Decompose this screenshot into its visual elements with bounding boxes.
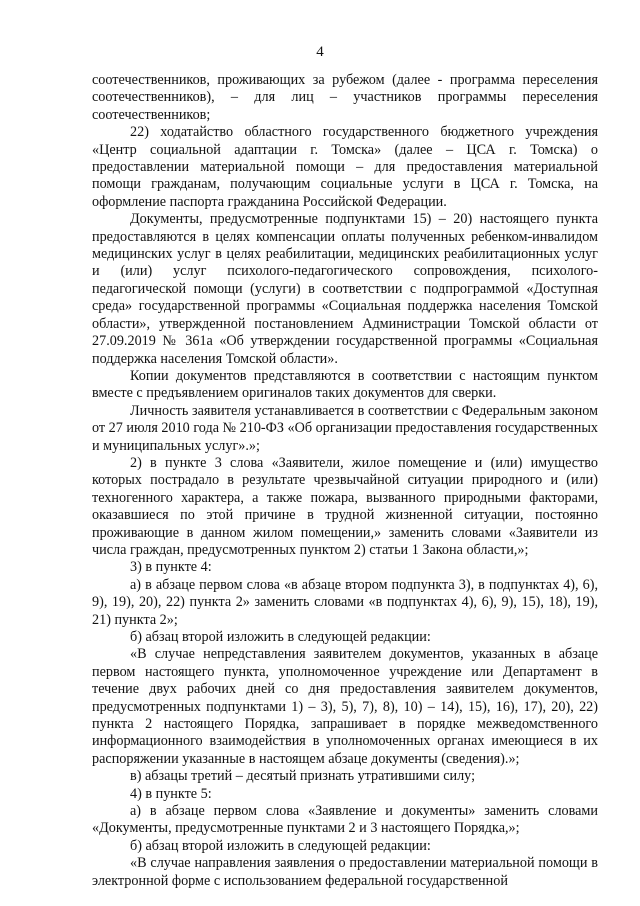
paragraph: а) в абзаце первом слова «в абзаце втором подпункта 3), в подпунктах 4), 6), 9), 19), 20), 22) пункта 2» заменить словами «в подпунктах 4), 6), 9), 15), 18), 19), 21) пункта 2»;	[92, 576, 598, 628]
paragraph: соотечественников, проживающих за рубежом (далее - программа переселения соотечественников), – для лиц – участников программы переселения соотечественников;	[92, 72, 598, 123]
paragraph: Копии документов представляются в соответствии с настоящим пунктом вместе с предъявлением оригиналов таких документов для сверки.	[92, 367, 598, 402]
page-number: 4	[316, 44, 324, 60]
paragraph: Личность заявителя устанавливается в соответствии с Федеральным законом от 27 июля 2010 года № 210-ФЗ «Об организации предоставления государственных и муниципальных услуг».»;	[92, 402, 598, 454]
paragraph: «В случае непредставления заявителем документов, указанных в абзаце первом настоящего пункта, уполномоченное учреждение или Департамент в течение двух рабочих дней со дня предоставления заявителем документов, предусмотренных подпунктами 1) – 3), 5), 7), 8), 10) – 14), 15), 16), 17), 20), 22) пункта 2 настоящего Порядка, запрашивает в порядке межведомственного информационного взаимодействия в уполномоченных органах имеющиеся в их распоряжении указанные в настоящем абзаце документы (сведения).»;	[92, 646, 598, 767]
paragraph: 22) ходатайство областного государственного бюджетного учреждения «Центр социальной адаптации г. Томска» (далее – ЦСА г. Томска) о предоставлении материальной помощи – для предоставления материальной помощи гражданам, получающим социальные услуги в ЦСА г. Томска, на оформление паспорта гражданина Российской Федерации.	[92, 124, 598, 210]
paragraph: 4) в пункте 5:	[130, 785, 212, 802]
paragraph: 3) в пункте 4:	[130, 559, 212, 576]
paragraph: «В случае направления заявления о предоставлении материальной помощи в электронной форме с использованием федеральной государственной	[92, 855, 598, 889]
paragraph: б) абзац второй изложить в следующей редакции:	[130, 629, 431, 645]
paragraph: в) абзацы третий – десятый признать утратившими силу;	[130, 768, 476, 785]
paragraph: Документы, предусмотренные подпунктами 15) – 20) настоящего пункта предоставляются в целях компенсации оплаты полученных ребенком-инвалидом медицинских услуг в целях реабилитации, медицинских реабилитационных услуг и (или) услуг психолого-педагогического сопровождения, психолого-педагогической помощи (услуги) в соответствии с подпрограммой «Доступная среда» государственной программы «Социальная поддержка населения Томской области», утвержденной постановлением Администрации Томской области от 27.09.2019 № 361а «Об утверждении государственной программы «Социальная поддержка населения Томской области».	[92, 211, 598, 367]
paragraph: 2) в пункте 3 слова «Заявители, жилое помещение и (или) имущество которых пострадало в результате чрезвычайной ситуации природного и (или) техногенного характера, а также пожара, вызванного природными факторами, оказавшиеся по этой причине в трудной жизненной ситуации, постоянно проживающие в данном жилом помещении,» заменить словами «Заявители из числа граждан, предусмотренных пунктом 2) статьи 1 Закона области,»;	[92, 454, 598, 558]
paragraph: а) в абзаце первом слова «Заявление и документы» заменить словами «Документы, предусмотренные пунктами 2 и 3 настоящего Порядка,»;	[92, 803, 598, 837]
document-body	[92, 72, 598, 890]
paragraph: б) абзац второй изложить в следующей редакции:	[130, 837, 431, 854]
